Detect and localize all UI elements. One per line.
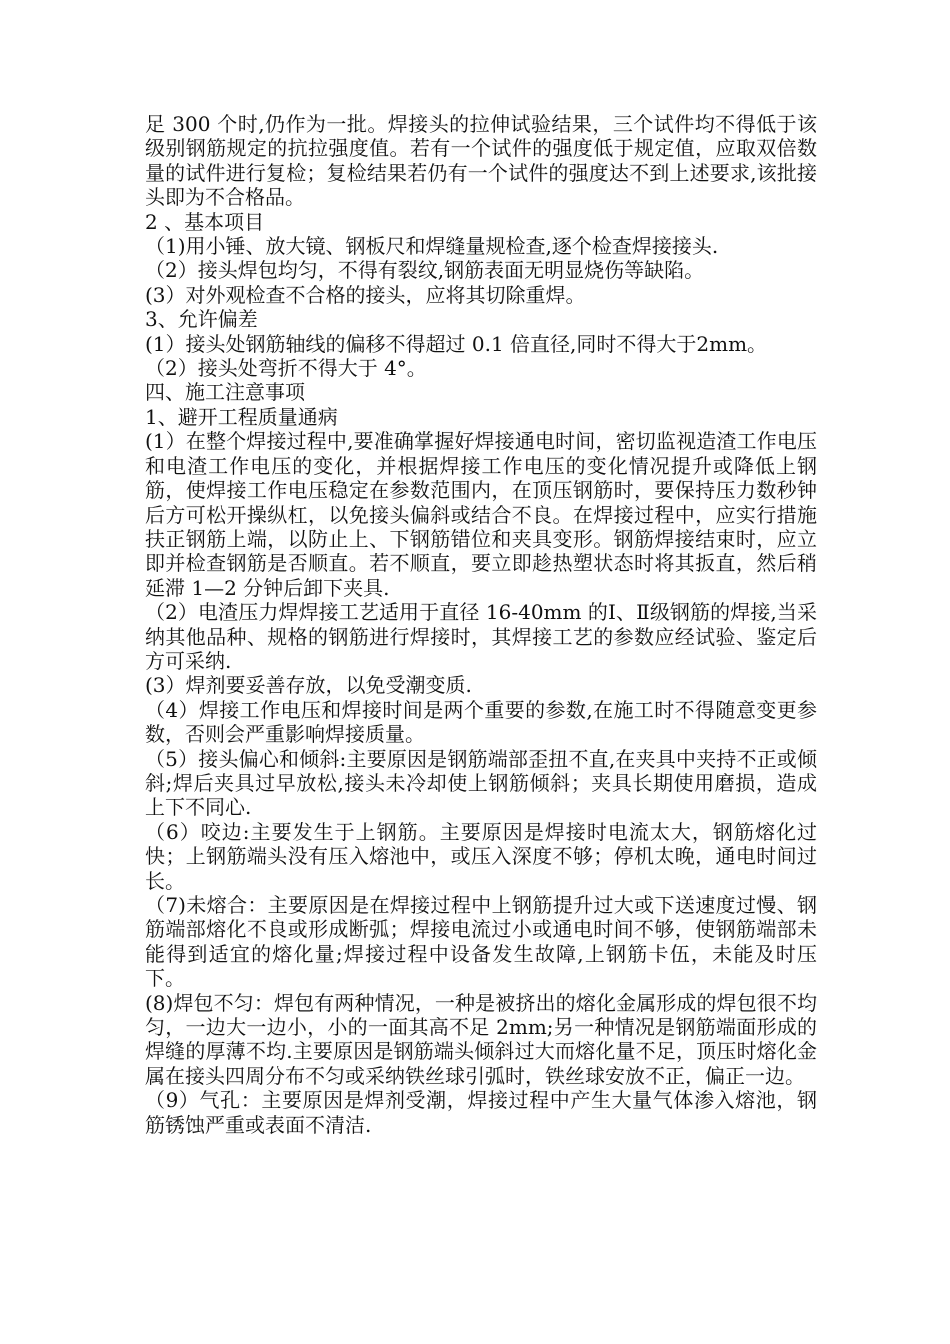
paragraph-basic-item-1: （1)用小锤、放大镜、钢板尺和焊缝量规检查,逐个检查焊接接头. (145, 234, 719, 259)
paragraph-note-7: （7)未熔合：主要原因是在焊接过程中上钢筋提升过大或下送速度过慢、钢筋端部熔化不良或形成断弧；焊接电流过小或通电时间不够，使钢筋端部未能得到适宜的熔化量;焊接过程中设备发生故障,上钢筋卡伍，未能及时压下。 (145, 893, 817, 991)
heading-avoid-defects: 1、避开工程质量通病 (145, 404, 338, 429)
paragraph-note-4: （4）焊接工作电压和焊接时间是两个重要的参数,在施工时不得随意变更参数，否则会严重影响焊接质量。 (145, 697, 817, 747)
paragraph-deviation-2: （2）接头处弯折不得大于 4°。 (145, 356, 427, 381)
paragraph-basic-item-3: (3）对外观检查不合格的接头，应将其切除重焊。 (145, 282, 586, 307)
paragraph-note-5: （5）接头偏心和倾斜:主要原因是钢筋端部歪扭不直,在夹具中夹持不正或倾斜;焊后夹具过早放松,接头未冷却使上钢筋倾斜；夹具长期使用磨损，造成上下不同心. (145, 746, 817, 820)
document-body (145, 112, 817, 1137)
heading-basic-items: 2 、基本项目 (145, 209, 265, 234)
heading-construction-notes: 四、施工注意事项 (145, 380, 305, 405)
paragraph-deviation-1: (1）接头处钢筋轴线的偏移不得超过 0.1 倍直径,同时不得大于2mm。 (145, 331, 768, 356)
paragraph-note-1: (1）在整个焊接过程中,要准确掌握好焊接通电时间，密切监视造渣工作电压和电渣工作电压的变化，并根据焊接工作电压的变化情况提升或降低上钢筋，使焊接工作电压稳定在参数范围内，在顶压钢筋时，要保持压力数秒钟后方可松开操纵杠，以免接头偏斜或结合不良。在焊接过程中，应实行措施扶正钢筋上端，以防止上、下钢筋错位和夹具变形。钢筋焊接结束时，应立即并检查钢筋是否顺直。若不顺直，要立即趁热塑状态时将其扳直，然后稍延滞 1—2 分钟后卸下夹具. (145, 429, 817, 600)
paragraph-batch-note: 足 300 个时,仍作为一批。焊接头的拉伸试验结果，三个试件均不得低于该级别钢筋规定的抗拉强度值。若有一个试件的强度低于规定值，应取双倍数量的试件进行复检；复检结果若仍有一个试件的强度达不到上述要求,该批接头即为不合格品。 (145, 112, 817, 210)
paragraph-note-6: （6）咬边:主要发生于上钢筋。主要原因是焊接时电流太大，钢筋熔化过快；上钢筋端头没有压入熔池中，或压入深度不够；停机太晚，通电时间过长。 (145, 819, 817, 893)
paragraph-note-3: (3）焊剂要妥善存放，以免受潮变质. (145, 673, 472, 698)
paragraph-basic-item-2: （2）接头焊包均匀，不得有裂纹,钢筋表面无明显烧伤等缺陷。 (145, 258, 705, 283)
heading-allowed-deviation: 3、允许偏差 (145, 307, 258, 332)
paragraph-note-9: （9）气孔：主要原因是焊剂受潮，焊接过程中产生大量气体渗入熔池，钢筋锈蚀严重或表面不清洁. (145, 1088, 817, 1137)
paragraph-note-8: (8)焊包不匀：焊包有两种情况，一种是被挤出的熔化金属形成的焊包很不均匀，一边大一边小，小的一面其高不足 2mm;另一种情况是钢筋端面形成的焊缝的厚薄不均.主要原因是钢筋端头倾斜过大而熔化量不足，顶压时熔化金属在接头四周分布不匀或采纳铁丝球引弧时，铁丝球安放不正，偏正一边。 (145, 990, 817, 1088)
paragraph-note-2: （2）电渣压力焊焊接工艺适用于直径 16-40mm 的Ⅰ、Ⅱ级钢筋的焊接,当采纳其他品种、规格的钢筋进行焊接时，其焊接工艺的参数应经试验、鉴定后方可采纳. (145, 600, 817, 673)
